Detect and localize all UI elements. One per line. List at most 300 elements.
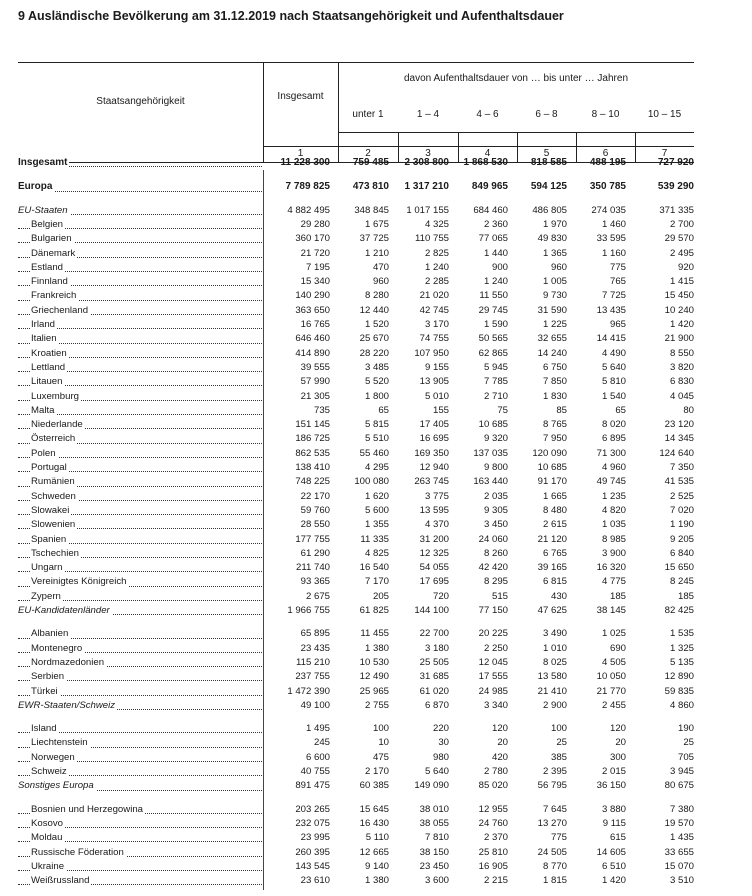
- table-row: [18, 533, 694, 547]
- cell-value: 40 755: [300, 766, 330, 777]
- subheader-rule: [338, 132, 694, 133]
- cell-value: 21 020: [419, 290, 449, 302]
- cell-value: 24 985: [478, 685, 508, 697]
- cell-value: 16 765: [300, 319, 330, 330]
- row-label: [18, 347, 262, 361]
- row-label: [18, 765, 262, 779]
- cell-value: 2 170: [364, 766, 389, 777]
- cell-value: 2 015: [601, 766, 626, 777]
- cell-value: 22 700: [419, 628, 449, 640]
- cell-value: 185: [677, 590, 694, 602]
- cell-value: 17 555: [478, 671, 508, 683]
- cell-value: 8 550: [669, 347, 694, 359]
- cell-value: 237 755: [295, 671, 330, 683]
- cell-value: 1 435: [669, 832, 694, 844]
- cell-value: 720: [432, 590, 449, 602]
- table-row: [18, 404, 694, 418]
- cell-value: 16 695: [419, 433, 449, 445]
- cell-value: 10 050: [596, 671, 626, 683]
- cell-value: 8 295: [483, 576, 508, 588]
- cell-value: 17 405: [419, 419, 449, 431]
- row-label-text: Rumänien: [31, 476, 75, 488]
- cell-value: 1 460: [601, 218, 626, 230]
- cell-value: 8 985: [601, 533, 626, 545]
- cell-value: 7 725: [601, 290, 626, 302]
- cell-value: 185: [609, 590, 626, 602]
- subheader-under-1: unter 1: [352, 109, 384, 120]
- cell-value: 93 365: [300, 576, 330, 588]
- row-label-text: Finnland: [31, 276, 68, 288]
- cell-value: 3 450: [483, 519, 508, 531]
- row-label: [18, 722, 262, 736]
- cell-value: 1 365: [542, 247, 567, 259]
- cell-value: 85 020: [478, 780, 508, 792]
- cell-value: 363 650: [295, 304, 330, 316]
- table-row: [18, 779, 694, 793]
- col-number: 7: [661, 148, 668, 159]
- cell-value: 1 440: [483, 247, 508, 259]
- cell-value: 120: [609, 723, 626, 735]
- row-label: [18, 247, 262, 261]
- cell-value: 7 170: [364, 576, 389, 588]
- cell-value: 3 510: [669, 875, 694, 887]
- cell-value: 4 860: [669, 699, 694, 711]
- cell-value: 849 965: [471, 181, 508, 193]
- cell-value: 120: [491, 723, 508, 735]
- cell-value: 12 955: [478, 803, 508, 815]
- cell-value: 14 415: [596, 333, 626, 345]
- row-label-text: Liechtenstein: [31, 737, 88, 749]
- cell-value: 41 535: [664, 476, 694, 488]
- cell-value: 430: [550, 590, 567, 602]
- cell-value: 205: [372, 590, 389, 602]
- row-label: [18, 656, 262, 670]
- cell-value: 56 795: [537, 780, 567, 792]
- row-label: [18, 604, 262, 618]
- row-label-text: EU-Staaten: [18, 204, 68, 216]
- cell-value: 1 225: [542, 319, 567, 330]
- row-label-text: Serbien: [31, 671, 65, 683]
- cell-value: 17 695: [419, 576, 449, 588]
- row-label: [18, 261, 262, 275]
- cell-value: 28 220: [359, 347, 389, 359]
- cell-value: 2 900: [542, 699, 567, 711]
- cell-value: 50 565: [478, 333, 508, 345]
- cell-value: 1 420: [601, 875, 626, 887]
- cell-value: 29 280: [300, 218, 330, 230]
- cell-value: 62 865: [478, 347, 508, 359]
- table-row: [18, 418, 694, 432]
- cell-value: 7 020: [669, 504, 694, 516]
- col-number: 6: [602, 148, 609, 159]
- cell-value: 15 650: [664, 562, 694, 574]
- cell-value: 137 035: [473, 447, 508, 459]
- cell-value: 38 010: [419, 803, 449, 815]
- cell-value: 6 750: [542, 361, 567, 373]
- row-label: [18, 332, 262, 346]
- cell-value: 470: [372, 261, 389, 273]
- cell-value: 13 270: [537, 817, 567, 829]
- row-label: [18, 361, 262, 375]
- cell-value: 2 780: [483, 766, 508, 777]
- col-divider: [263, 62, 264, 162]
- cell-value: 28 550: [300, 519, 330, 531]
- cell-value: 10 685: [478, 419, 508, 431]
- cell-value: 190: [677, 723, 694, 735]
- table-row: [18, 204, 694, 218]
- cell-value: 9 205: [669, 533, 694, 545]
- cell-value: 1 035: [601, 519, 626, 531]
- cell-value: 100: [550, 723, 567, 735]
- cell-value: 2 825: [424, 247, 449, 259]
- cell-value: 2 675: [305, 590, 330, 602]
- cell-value: 7 350: [669, 462, 694, 473]
- cell-value: 4 882 495: [287, 204, 330, 216]
- cell-value: 2 215: [483, 875, 508, 887]
- cell-value: 1 325: [669, 642, 694, 654]
- cell-value: 36 150: [596, 780, 626, 792]
- cell-value: 4 820: [601, 504, 626, 516]
- cell-value: 263 745: [414, 476, 449, 488]
- cell-value: 143 545: [295, 860, 330, 872]
- row-label: [18, 533, 262, 547]
- table-row: [18, 261, 694, 275]
- cell-value: 6 510: [601, 860, 626, 872]
- cell-value: 727 920: [657, 157, 694, 168]
- cell-value: 4 325: [424, 218, 449, 230]
- cell-value: 594 125: [530, 181, 567, 193]
- cell-value: 1 420: [669, 319, 694, 330]
- cell-value: 15 645: [359, 803, 389, 815]
- cell-value: 5 945: [483, 361, 508, 373]
- cell-value: 2 370: [483, 832, 508, 844]
- cell-value: 9 155: [424, 361, 449, 373]
- cell-value: 2 395: [542, 766, 567, 777]
- cell-value: 32 655: [537, 333, 567, 345]
- row-label-text: Spanien: [31, 533, 67, 545]
- table-row: [18, 289, 694, 303]
- cell-value: 13 435: [596, 304, 626, 316]
- table-row: [18, 765, 694, 779]
- row-label: [18, 736, 262, 750]
- cell-value: 2 495: [669, 247, 694, 259]
- cell-value: 23 120: [664, 419, 694, 431]
- table-title: 9 Ausländische Bevölkerung am 31.12.2019 nach Staatsangehörigkeit und Aufenthaltsdauer: [18, 9, 564, 23]
- cell-value: 38 150: [419, 846, 449, 858]
- row-label-text: Weißrussland: [31, 875, 90, 887]
- cell-value: 1 675: [364, 218, 389, 230]
- cell-value: 2 525: [669, 490, 694, 502]
- cell-value: 2 308 800: [404, 157, 449, 168]
- cell-value: 245: [313, 737, 330, 749]
- cell-value: 488 195: [589, 157, 626, 168]
- cell-value: 7 195: [305, 261, 330, 273]
- cell-value: 2 755: [364, 699, 389, 711]
- cell-value: 3 340: [483, 699, 508, 711]
- cell-value: 1 520: [364, 319, 389, 330]
- row-label: [18, 318, 262, 332]
- table-row: [18, 627, 694, 641]
- col-number: 5: [543, 148, 550, 159]
- cell-value: 5 810: [601, 376, 626, 388]
- cell-value: 1 380: [364, 642, 389, 654]
- cell-value: 60 385: [359, 780, 389, 792]
- table-top-rule: [18, 62, 694, 63]
- cell-value: 42 745: [419, 304, 449, 316]
- cell-value: 705: [677, 751, 694, 763]
- cell-value: 25 505: [419, 656, 449, 668]
- cell-value: 47 625: [537, 605, 567, 616]
- cell-value: 115 210: [296, 656, 330, 668]
- row-label-text: Litauen: [31, 376, 63, 388]
- table-row: [18, 180, 694, 194]
- row-label-text: Sonstiges Europa: [18, 780, 94, 792]
- header-total: Insgesamt: [277, 91, 324, 102]
- table-row: [18, 275, 694, 289]
- cell-value: 23 450: [419, 860, 449, 872]
- leader-dots: [18, 191, 262, 192]
- cell-value: 24 505: [537, 846, 567, 858]
- col-number: 4: [484, 148, 491, 159]
- table-row: [18, 642, 694, 656]
- row-label-text: Vereinigtes Königreich: [31, 576, 127, 588]
- cell-value: 3 820: [669, 361, 694, 373]
- cell-value: 80 675: [664, 780, 694, 792]
- cell-value: 110 755: [415, 233, 449, 245]
- table-row: [18, 547, 694, 561]
- cell-value: 10 240: [664, 304, 694, 316]
- row-label-text: Bosnien und Herzegowina: [31, 803, 144, 815]
- cell-value: 6 765: [542, 547, 567, 559]
- cell-value: 107 950: [414, 347, 449, 359]
- cell-value: 75: [497, 404, 508, 416]
- cell-value: 1 472 390: [287, 685, 330, 697]
- cell-value: 38 145: [596, 605, 626, 616]
- row-label: [18, 475, 262, 489]
- cell-value: 39 165: [537, 562, 567, 574]
- cell-value: 203 265: [295, 803, 330, 815]
- row-label-text: Island: [31, 723, 57, 735]
- cell-value: 71 300: [596, 447, 626, 459]
- row-label: [18, 874, 262, 888]
- cell-value: 65: [615, 404, 626, 416]
- row-label-text: Europa: [18, 181, 53, 193]
- cell-value: 1 966 755: [287, 605, 330, 616]
- cell-value: 16 540: [359, 562, 389, 574]
- cell-value: 960: [550, 261, 567, 273]
- row-label: [18, 204, 262, 218]
- cell-value: 186 725: [295, 433, 330, 445]
- cell-value: 3 900: [601, 547, 626, 559]
- cell-value: 6 830: [669, 376, 694, 388]
- table-row: [18, 218, 694, 232]
- cell-value: 151 145: [295, 419, 330, 431]
- cell-value: 2 360: [483, 218, 508, 230]
- cell-value: 12 490: [359, 671, 389, 683]
- table-row: [18, 751, 694, 765]
- cell-value: 2 710: [483, 390, 508, 402]
- cell-value: 775: [609, 261, 626, 273]
- cell-value: 8 280: [364, 290, 389, 302]
- cell-value: 4 775: [601, 576, 626, 588]
- cell-value: 82 425: [664, 605, 694, 616]
- cell-value: 13 580: [537, 671, 567, 683]
- cell-value: 85: [556, 404, 567, 416]
- row-label: [18, 375, 262, 389]
- cell-value: 9 800: [483, 462, 508, 473]
- row-label-text: Slowenien: [31, 519, 76, 531]
- cell-value: 8 260: [483, 547, 508, 559]
- row-label: [18, 590, 262, 604]
- row-label: [18, 304, 262, 318]
- cell-value: 3 490: [542, 628, 567, 640]
- cell-value: 7 380: [669, 803, 694, 815]
- cell-value: 765: [609, 276, 626, 288]
- cell-value: 1 010: [542, 642, 567, 654]
- cell-value: 980: [432, 751, 449, 763]
- cell-value: 5 135: [669, 656, 694, 668]
- row-label: [18, 156, 262, 170]
- row-label: [18, 779, 262, 793]
- cell-value: 420: [491, 751, 508, 763]
- cell-value: 1 160: [601, 247, 626, 259]
- cell-value: 21 770: [596, 685, 626, 697]
- cell-value: 31 200: [419, 533, 449, 545]
- cell-value: 3 775: [424, 490, 449, 502]
- row-label: [18, 547, 262, 561]
- row-label-text: Kroatien: [31, 347, 67, 359]
- table-row: [18, 475, 694, 489]
- cell-value: 38 055: [419, 817, 449, 829]
- cell-value: 1 210: [364, 247, 389, 259]
- cell-value: 4 825: [364, 547, 389, 559]
- cell-value: 735: [313, 404, 330, 416]
- cell-value: 1 800: [364, 390, 389, 402]
- row-label: [18, 860, 262, 874]
- cell-value: 31 590: [537, 304, 567, 316]
- table-row: [18, 656, 694, 670]
- row-label-text: Schweden: [31, 490, 76, 502]
- table-row: [18, 846, 694, 860]
- row-label-text: Estland: [31, 261, 63, 273]
- cell-value: 19 570: [664, 817, 694, 829]
- cell-value: 100 080: [354, 476, 389, 488]
- cell-value: 11 335: [360, 533, 389, 545]
- cell-value: 39 555: [300, 361, 330, 373]
- cell-value: 5 510: [364, 433, 389, 445]
- cell-value: 5 520: [364, 376, 389, 388]
- row-label-text: Montenegro: [31, 642, 83, 654]
- table-row: [18, 670, 694, 684]
- row-label: [18, 418, 262, 432]
- cell-value: 144 100: [414, 605, 449, 616]
- table-row: [18, 156, 694, 170]
- cell-value: 15 450: [664, 290, 694, 302]
- table-row: [18, 590, 694, 604]
- cell-value: 5 815: [364, 419, 389, 431]
- cell-value: 25 965: [359, 685, 389, 697]
- cell-value: 77 065: [478, 233, 508, 245]
- cell-value: 274 035: [591, 204, 626, 216]
- table-row: [18, 447, 694, 461]
- cell-value: 120 090: [532, 447, 567, 459]
- cell-value: 1 380: [364, 875, 389, 887]
- cell-value: 414 890: [295, 347, 330, 359]
- row-label-text: EU-Kandidatenländer: [18, 605, 110, 616]
- row-label: [18, 561, 262, 575]
- row-label: [18, 289, 262, 303]
- cell-value: 9 115: [602, 817, 626, 829]
- cell-value: 8 770: [542, 860, 567, 872]
- row-label-text: Tschechien: [31, 547, 79, 559]
- cell-value: 1 355: [364, 519, 389, 531]
- cell-value: 473 810: [352, 181, 389, 193]
- cell-value: 9 730: [542, 290, 567, 302]
- table-row: [18, 318, 694, 332]
- header-span: davon Aufenthaltsdauer von … bis unter … Jahren: [403, 73, 629, 84]
- cell-value: 65 895: [300, 628, 330, 640]
- cell-value: 6 815: [542, 576, 567, 588]
- cell-value: 10: [378, 737, 389, 749]
- row-label: [18, 518, 262, 532]
- cell-value: 33 655: [664, 846, 694, 858]
- cell-value: 49 745: [596, 476, 626, 488]
- row-label-text: Slowakei: [31, 504, 70, 516]
- table-row: [18, 232, 694, 246]
- cell-value: 20 225: [478, 628, 508, 640]
- cell-value: 177 755: [295, 533, 330, 545]
- cell-value: 1 017 155: [406, 204, 449, 216]
- cell-value: 684 460: [473, 204, 508, 216]
- cell-value: 13 905: [419, 376, 449, 388]
- cell-value: 1 620: [364, 490, 389, 502]
- row-label: [18, 642, 262, 656]
- cell-value: 11 455: [360, 628, 389, 640]
- row-label: [18, 699, 262, 713]
- cell-value: 1 005: [542, 276, 567, 288]
- row-label: [18, 817, 262, 831]
- table-row: [18, 347, 694, 361]
- cell-value: 3 170: [424, 319, 449, 330]
- cell-value: 91 170: [537, 476, 567, 488]
- cell-value: 348 845: [354, 204, 389, 216]
- row-label-text: Dänemark: [31, 247, 76, 259]
- cell-value: 260 395: [295, 846, 330, 858]
- row-label-text: Griechenland: [31, 304, 89, 316]
- cell-value: 5 600: [364, 504, 389, 516]
- row-label: [18, 504, 262, 518]
- row-label-text: Portugal: [31, 462, 67, 473]
- row-label: [18, 846, 262, 860]
- row-label-text: Frankreich: [31, 290, 77, 302]
- cell-value: 14 345: [664, 433, 694, 445]
- row-label-text: Ukraine: [31, 860, 65, 872]
- cell-value: 12 665: [359, 846, 389, 858]
- cell-value: 1 535: [669, 628, 694, 640]
- subheader-6-8: 6 – 8: [535, 109, 558, 120]
- cell-value: 615: [609, 832, 626, 844]
- cell-value: 65: [378, 404, 389, 416]
- cell-value: 5 640: [424, 766, 449, 777]
- cell-value: 965: [609, 319, 626, 330]
- cell-value: 22 170: [300, 490, 330, 502]
- cell-value: 1 235: [601, 490, 626, 502]
- table-row: [18, 722, 694, 736]
- row-label: [18, 218, 262, 232]
- cell-value: 1 415: [669, 276, 694, 288]
- cell-value: 7 785: [483, 376, 508, 388]
- cell-value: 21 720: [300, 247, 330, 259]
